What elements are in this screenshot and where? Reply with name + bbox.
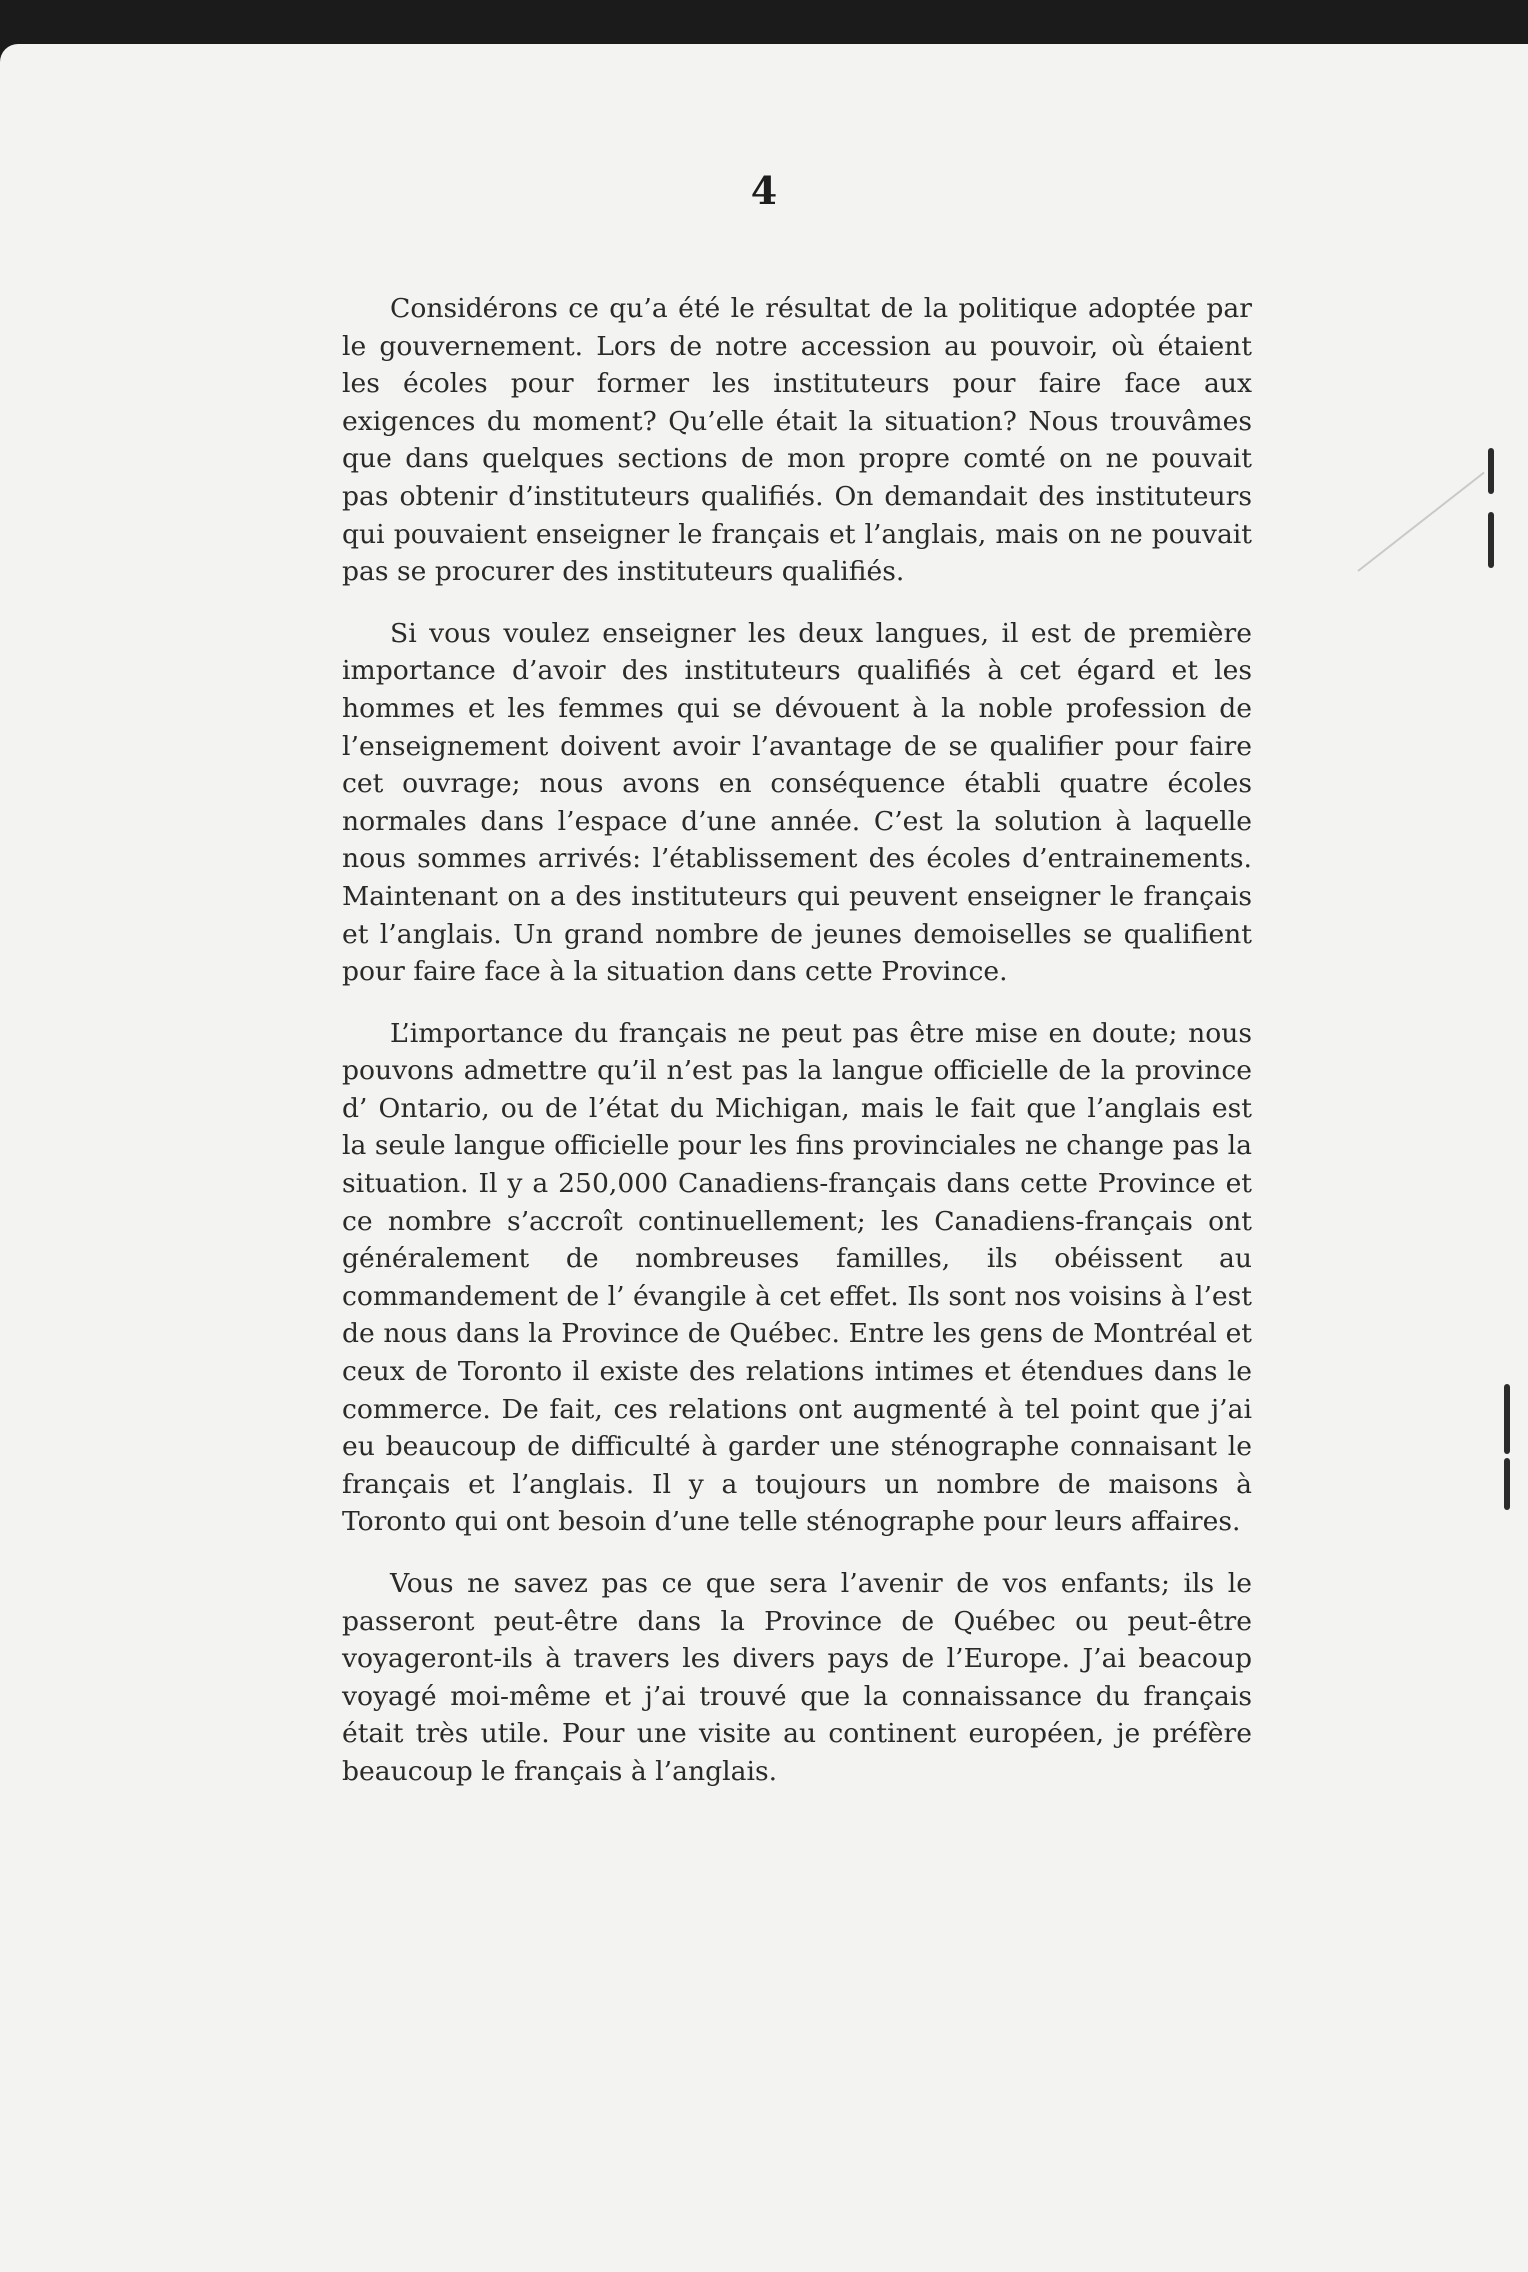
paragraph: Si vous voulez enseigner les deux langues, il est de première importance d’avoir des instituteurs qualifiés à cet égard et les hommes et les femmes qui se dévouent à la noble profession de l’enseignement doivent avoir l’avantage de se qualifier pour faire cet ouvrage; nous avons en conséquence établi quatre écoles normales dans l’espace d’une année. C’est la solution à laquelle nous sommes arrivés: l’établissement des écoles d’entrainements. Maintenant on a des instituteurs qui peuvent enseigner le français et l’anglais. Un grand nombre de jeunes demoiselles se qualifient pour faire face à la situation dans cette Province. [342, 617, 1252, 988]
binding-mark [1504, 1458, 1510, 1510]
paragraph: L’importance du français ne peut pas être mise en doute; nous pouvons admettre qu’il n’est pas la langue officielle de la province d’ Ontario, ou de l’état du Michigan, mais le fait que l’anglais est la seule langue officielle pour les fins provinciales ne change pas la situation. Il y a 250,000 Canadiens-français dans cette Province et ce nombre s’accroît continuellement; les Canadiens-français ont généralement de nombreuses familles, ils obéissent au commandement de l’ évangile à cet effet. Ils sont nos voisins à l’est de nous dans la Province de Québec. Entre les gens de Montréal et ceux de Toronto il existe des relations intimes et étendues dans le commerce. De fait, ces relations ont augmenté à tel point que j’ai eu beaucoup de difficulté à garder une sténographe connaisant le français et l’anglais. Il y a toujours un nombre de maisons à Toronto qui ont besoin d’une telle sténographe pour leurs affaires. [342, 1017, 1252, 1538]
page-number: 4 [750, 168, 778, 213]
paragraph: Considérons ce qu’a été le résultat de la politique adoptée par le gouvernement. Lors de notre accession au pouvoir, où étaient les écoles pour former les instituteurs pour faire face aux exigences du moment? Qu’elle était la situation? Nous trouvâmes que dans quelques sections de mon propre comté on ne pouvait pas obtenir d’instituteurs qualifiés. On demandait des instituteurs qui pouvaient enseigner le français et l’anglais, mais on ne pouvait pas se procurer des instituteurs qualifiés. [342, 293, 1252, 588]
paragraph: Vous ne savez pas ce que sera l’avenir de vos enfants; ils le passeront peut-être dans la Province de Québec ou peut-être voyageront-ils à travers les divers pays de l’Europe. J’ai beacoup voyagé moi-même et j’ai trouvé que la connaissance du français était très utile. Pour une visite au continent européen, je préfère beaucoup le français à l’anglais. [342, 1568, 1252, 1787]
binding-mark [1488, 512, 1494, 568]
binding-mark [1504, 1384, 1510, 1454]
body-text [342, 290, 1252, 1791]
binding-mark [1488, 448, 1494, 494]
